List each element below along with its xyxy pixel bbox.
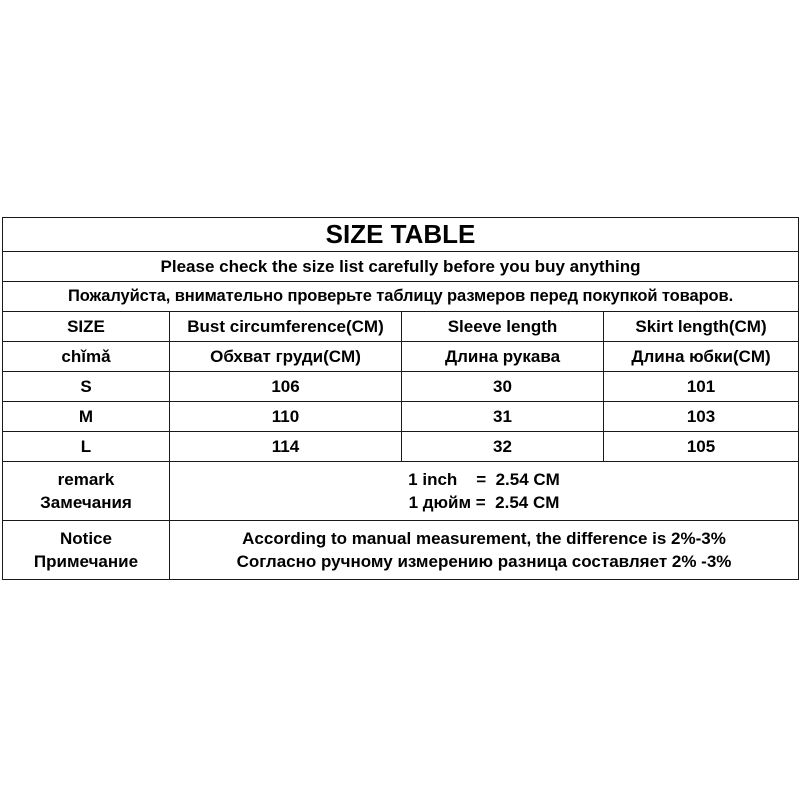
notice-text-russian: Согласно ручному измерению разница составляет 2% -3% bbox=[236, 552, 732, 571]
column-header-size: SIZE bbox=[3, 312, 170, 342]
table-row bbox=[3, 402, 799, 432]
column-header-sleeve-ru: Длина рукава bbox=[402, 342, 604, 372]
size-cell: M bbox=[3, 402, 170, 432]
sleeve-cell: 31 bbox=[402, 402, 604, 432]
header-row-english bbox=[3, 312, 799, 342]
skirt-cell: 103 bbox=[604, 402, 799, 432]
header-row-russian bbox=[3, 342, 799, 372]
subtitle-ru-row bbox=[3, 282, 799, 312]
notice-label bbox=[3, 521, 170, 580]
column-header-size-ru: chǐmǎ bbox=[3, 342, 170, 372]
notice-label-english: Notice bbox=[60, 529, 112, 548]
remark-label-english: remark bbox=[57, 470, 115, 489]
remark-content bbox=[170, 462, 799, 521]
table-row bbox=[3, 372, 799, 402]
subtitle-en-row bbox=[3, 252, 799, 282]
notice-label-russian: Примечание bbox=[33, 552, 139, 571]
size-table bbox=[2, 217, 799, 580]
remark-row bbox=[3, 462, 799, 521]
bust-cell: 114 bbox=[170, 432, 402, 462]
size-cell: S bbox=[3, 372, 170, 402]
sleeve-cell: 32 bbox=[402, 432, 604, 462]
size-cell: L bbox=[3, 432, 170, 462]
table-title: SIZE TABLE bbox=[3, 218, 799, 252]
bust-cell: 106 bbox=[170, 372, 402, 402]
subtitle-english: Please check the size list carefully before you buy anything bbox=[3, 252, 799, 282]
notice-row bbox=[3, 521, 799, 580]
subtitle-russian: Пожалуйста, внимательно проверьте таблицу размеров перед покупкой товаров. bbox=[3, 282, 799, 312]
column-header-skirt: Skirt length(CM) bbox=[604, 312, 799, 342]
table-row bbox=[3, 432, 799, 462]
sleeve-cell: 30 bbox=[402, 372, 604, 402]
notice-text-english: According to manual measurement, the difference is 2%-3% bbox=[242, 529, 726, 548]
bust-cell: 110 bbox=[170, 402, 402, 432]
column-header-bust: Bust circumference(CM) bbox=[170, 312, 402, 342]
column-header-bust-ru: Обхват груди(CM) bbox=[170, 342, 402, 372]
title-row bbox=[3, 218, 799, 252]
remark-label-russian: Замечания bbox=[40, 493, 132, 512]
column-header-sleeve: Sleeve length bbox=[402, 312, 604, 342]
skirt-cell: 101 bbox=[604, 372, 799, 402]
notice-content bbox=[170, 521, 799, 580]
remark-conversion-english: 1 inch = 2.54 CM bbox=[408, 470, 560, 489]
column-header-skirt-ru: Длина юбки(CM) bbox=[604, 342, 799, 372]
remark-conversion-russian: 1 дюйм = 2.54 CM bbox=[408, 493, 560, 512]
skirt-cell: 105 bbox=[604, 432, 799, 462]
remark-label bbox=[3, 462, 170, 521]
